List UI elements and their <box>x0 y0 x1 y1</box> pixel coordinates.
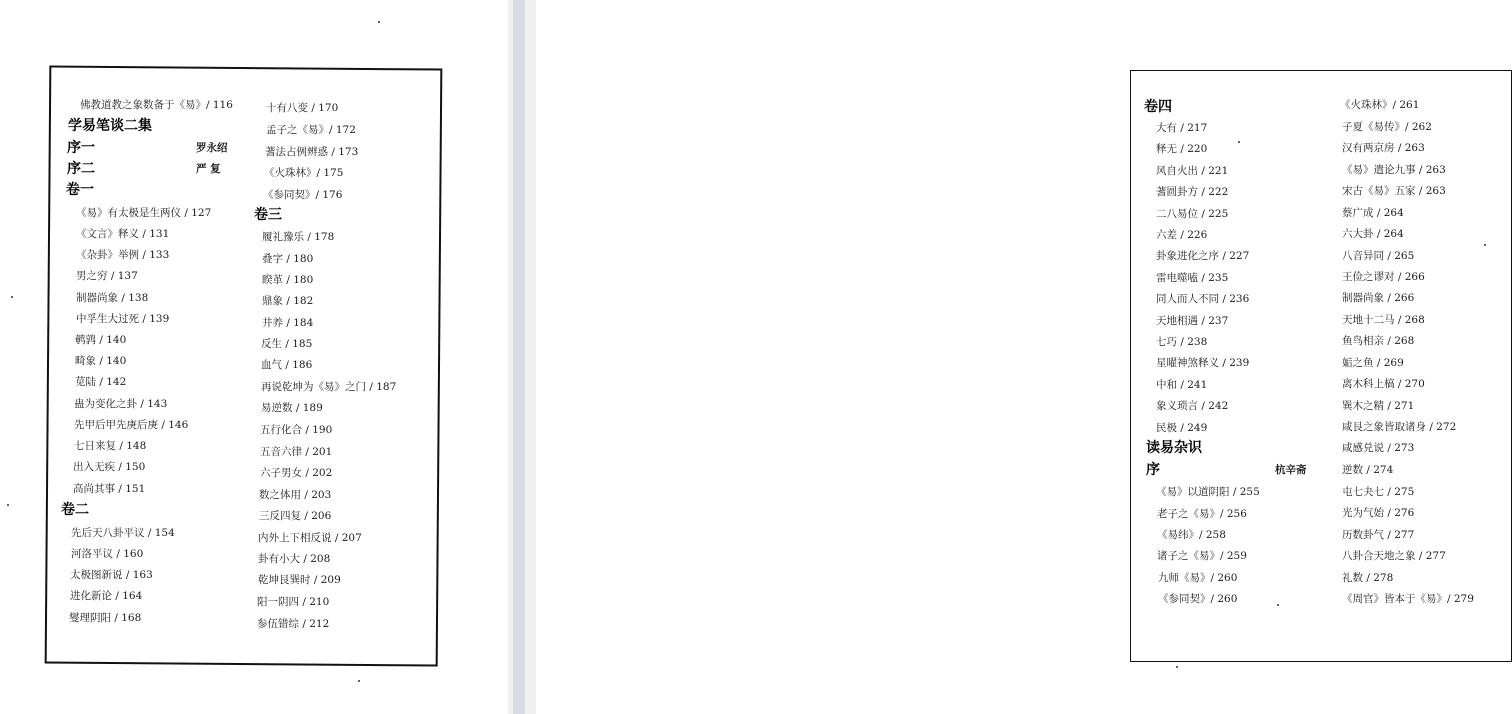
toc-entry: 《杂卦》举例 / 133 <box>76 249 170 261</box>
toc-entry: 汉有两京房 / 263 <box>1342 142 1425 154</box>
toc-entry: 子夏《易传》/ 262 <box>1342 121 1432 133</box>
toc-entry: 鼎象 / 182 <box>262 295 314 307</box>
scan-speck <box>1484 244 1486 246</box>
toc-entry: 叠字 / 180 <box>262 253 314 265</box>
toc-entry: 十有八变 / 170 <box>266 102 339 114</box>
toc-entry: 河洛平议 / 160 <box>71 548 144 560</box>
toc-entry: 中和 / 241 <box>1156 379 1208 391</box>
toc-entry: 六大卦 / 264 <box>1342 228 1404 240</box>
toc-entry: 王俭之谬对 / 266 <box>1342 271 1425 283</box>
toc-entry: 易逆数 / 189 <box>261 402 323 414</box>
toc-entry: 屯七夬七 / 275 <box>1342 486 1415 498</box>
toc-entry: 内外上下相反说 / 207 <box>258 532 362 544</box>
toc-entry: 六差 / 226 <box>1156 229 1208 241</box>
toc-entry: 光为气始 / 276 <box>1342 507 1415 519</box>
toc-entry: 参伍错综 / 212 <box>257 618 330 630</box>
toc-entry: 离木科上槁 / 270 <box>1342 378 1425 390</box>
section-heading: 卷三 <box>254 207 282 223</box>
toc-entry: 大有 / 217 <box>1156 122 1208 134</box>
toc-entry: 六子男女 / 202 <box>260 467 333 479</box>
toc-entry: 太极图新说 / 163 <box>70 569 153 581</box>
toc-entry: 咸艮之象皆取诸身 / 272 <box>1342 421 1457 433</box>
toc-entry: 《火珠林》/ 261 <box>1340 99 1420 111</box>
toc-entry: 巽木之精 / 271 <box>1342 400 1415 412</box>
toc-entry: 燮理阴阳 / 168 <box>69 612 142 624</box>
toc-entry: 先甲后甲先庚后庚 / 146 <box>74 419 189 431</box>
toc-entry: 制器尚象 / 138 <box>76 292 149 304</box>
toc-entry: 睽革 / 180 <box>262 274 314 286</box>
section-heading: 序一 <box>67 140 95 156</box>
section-heading: 卷一 <box>66 182 94 198</box>
toc-entry: 井养 / 184 <box>262 317 314 329</box>
toc-entry: 风自火出 / 221 <box>1156 165 1229 177</box>
toc-entry: 《易》有太极是生两仪 / 127 <box>76 207 212 219</box>
scan-speck <box>358 680 360 682</box>
toc-entry: 天地相遇 / 237 <box>1156 315 1229 327</box>
toc-entry: 《火珠林》/ 175 <box>264 167 344 179</box>
toc-entry: 二八易位 / 225 <box>1156 208 1229 220</box>
toc-entry: 逆数 / 274 <box>1342 464 1394 476</box>
toc-entry: 反生 / 185 <box>261 338 313 350</box>
toc-entry: 《参同契》/ 176 <box>263 189 343 201</box>
toc-entry: 《周官》皆本于《易》/ 279 <box>1342 593 1474 605</box>
section-heading: 卷二 <box>61 502 89 518</box>
toc-entry: 历数卦气 / 277 <box>1342 529 1415 541</box>
toc-entry: 九师《易》/ 260 <box>1158 572 1238 584</box>
toc-entry: 《易纬》/ 258 <box>1157 529 1226 541</box>
toc-entry: 制器尚象 / 266 <box>1342 292 1415 304</box>
toc-entry: 八卦合天地之象 / 277 <box>1342 550 1446 562</box>
toc-entry: 姤之鱼 / 269 <box>1342 357 1404 369</box>
toc-entry: 进化新论 / 164 <box>70 590 143 602</box>
toc-entry: 《文言》释义 / 131 <box>76 228 170 240</box>
toc-entry: 象义琐言 / 242 <box>1156 400 1229 412</box>
section-heading: 序 <box>1146 462 1160 478</box>
scan-speck <box>7 504 9 506</box>
scan-speck <box>1238 141 1240 143</box>
toc-entry: 《易》遣论九事 / 263 <box>1342 164 1446 176</box>
toc-entry: 血气 / 186 <box>261 359 313 371</box>
toc-entry: 雷电噬嗑 / 235 <box>1156 272 1229 284</box>
author-name: 罗永绍 <box>196 142 228 154</box>
toc-entry: 《参同契》/ 260 <box>1158 593 1238 605</box>
toc-entry: 七巧 / 238 <box>1156 336 1208 348</box>
toc-entry: 高尚其事 / 151 <box>73 483 146 495</box>
section-heading: 学易笔谈二集 <box>68 118 152 134</box>
section-heading: 卷四 <box>1144 99 1172 115</box>
toc-entry: 同人而人不同 / 236 <box>1156 293 1250 305</box>
toc-entry: 三反四复 / 206 <box>259 510 332 522</box>
toc-entry: 男之穷 / 137 <box>76 270 138 282</box>
right-page <box>536 0 1474 714</box>
toc-entry: 天地十二马 / 268 <box>1342 314 1425 326</box>
toc-entry: 中孚生大过死 / 139 <box>76 313 170 325</box>
toc-entry: 蓍圆卦方 / 222 <box>1156 186 1229 198</box>
toc-entry: 鹌鹑 / 140 <box>75 334 127 346</box>
toc-entry: 老子之《易》/ 256 <box>1157 508 1247 520</box>
toc-entry: 五音六律 / 201 <box>260 446 333 458</box>
toc-entry: 鱼鸟相亲 / 268 <box>1342 335 1415 347</box>
toc-entry: 苋陆 / 142 <box>75 376 127 388</box>
scan-speck <box>378 21 380 23</box>
toc-entry: 卦有小大 / 208 <box>258 553 331 565</box>
toc-entry: 阳一阴四 / 210 <box>257 596 330 608</box>
toc-entry: 礼数 / 278 <box>1342 572 1394 584</box>
scan-speck <box>11 296 13 298</box>
toc-entry: 咸感兑说 / 273 <box>1342 442 1415 454</box>
toc-entry: 出入无疾 / 150 <box>73 461 146 473</box>
toc-entry: 释无 / 220 <box>1156 143 1208 155</box>
toc-entry: 佛教道教之象数备于《易》/ 116 <box>80 99 233 111</box>
section-heading: 序二 <box>67 161 95 177</box>
toc-entry: 诸子之《易》/ 259 <box>1157 550 1247 562</box>
left-page <box>0 0 508 714</box>
toc-entry: 再说乾坤为《易》之门 / 187 <box>261 381 397 393</box>
toc-entry: 乾坤艮巽时 / 209 <box>258 574 341 586</box>
toc-entry: 宋古《易》五家 / 263 <box>1342 185 1446 197</box>
toc-entry: 卦象进化之序 / 227 <box>1156 250 1250 262</box>
vertical-scrollbar[interactable] <box>513 0 525 714</box>
scan-speck <box>1176 666 1178 668</box>
toc-entry: 民极 / 249 <box>1156 422 1208 434</box>
author-name: 严 复 <box>196 163 221 175</box>
toc-entry: 蓍法占例辨惑 / 173 <box>265 146 359 158</box>
toc-entry: 五行化合 / 190 <box>260 424 333 436</box>
toc-entry: 《易》以道阴阳 / 255 <box>1156 486 1260 498</box>
toc-entry: 蔡广成 / 264 <box>1342 207 1404 219</box>
toc-entry: 七日来复 / 148 <box>74 440 147 452</box>
toc-entry: 星曜神煞释义 / 239 <box>1156 357 1250 369</box>
author-name: 杭辛斋 <box>1275 464 1307 476</box>
toc-entry: 畸象 / 140 <box>75 355 127 367</box>
toc-entry: 先后天八卦平议 / 154 <box>71 527 175 539</box>
toc-entry: 履礼豫乐 / 178 <box>262 231 335 243</box>
toc-entry: 蛊为变化之卦 / 143 <box>74 398 168 410</box>
section-heading: 读易杂识 <box>1146 440 1202 456</box>
toc-entry: 孟子之《易》/ 172 <box>266 124 356 136</box>
scan-speck <box>1277 604 1279 606</box>
toc-entry: 数之体用 / 203 <box>259 489 332 501</box>
toc-entry: 八音异同 / 265 <box>1342 250 1415 262</box>
